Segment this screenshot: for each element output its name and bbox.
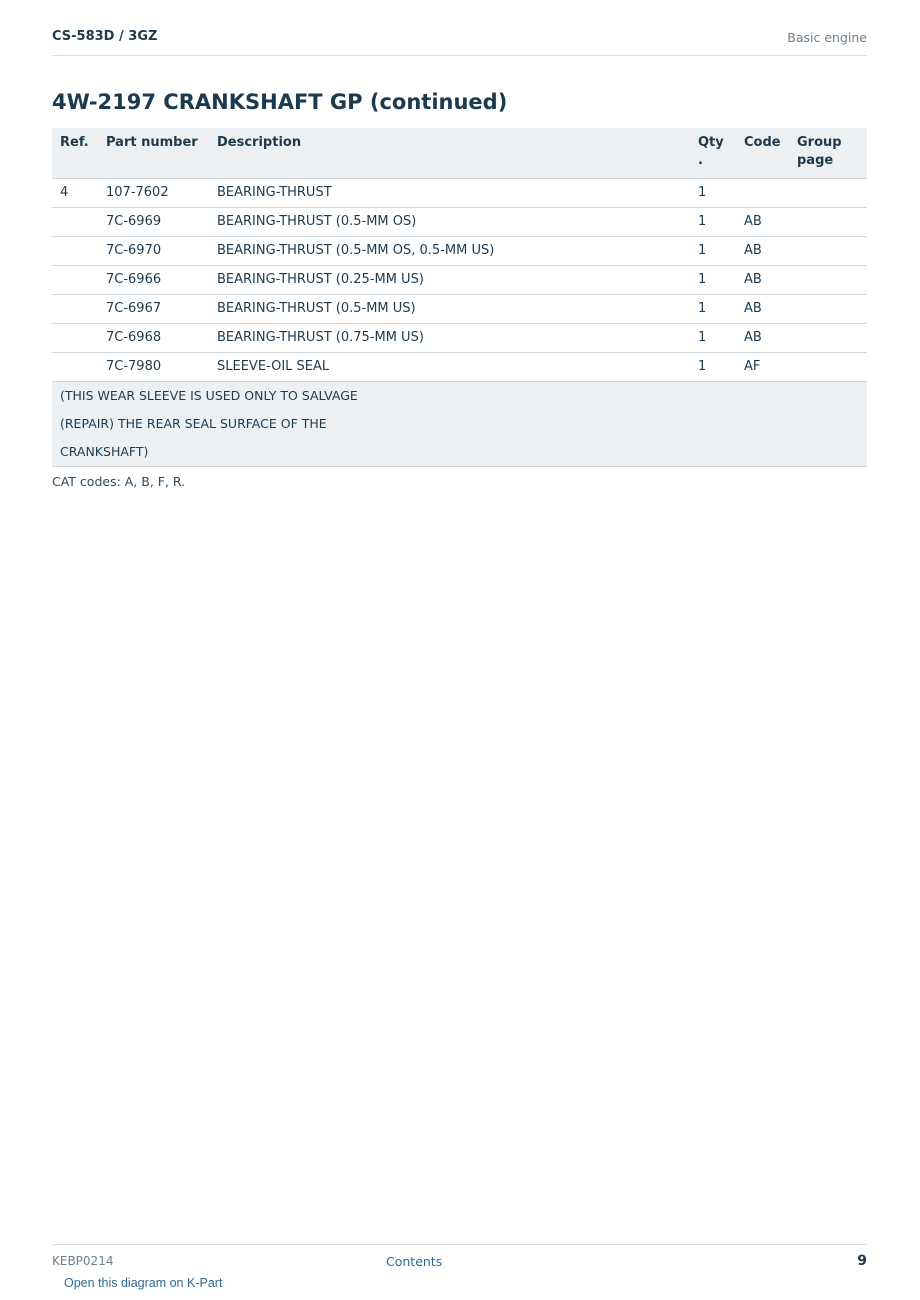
part-number-cell: 107-7602 (98, 179, 209, 208)
note-line: (THIS WEAR SLEEVE IS USED ONLY TO SALVAGE (60, 388, 358, 403)
assembly-name: 4W-2197 CRANKSHAFT GP (52, 90, 363, 114)
ref-cell (52, 324, 98, 353)
description-cell: BEARING-THRUST (0.25-MM US) (209, 266, 690, 295)
ref-cell: 4 (52, 179, 98, 208)
ref-cell (52, 266, 98, 295)
table-row (52, 208, 867, 237)
table-row (52, 237, 867, 266)
code-cell: AB (736, 237, 789, 266)
part-number-cell: 7C-6968 (98, 324, 209, 353)
cat-codes: CAT codes: A, B, F, R. (52, 474, 186, 489)
qty-cell: 1 (690, 353, 736, 382)
note-cell (52, 382, 867, 467)
column-header-ref: Ref. (52, 128, 98, 179)
qty-header-text: Qty . (698, 135, 724, 168)
qty-cell: 1 (690, 266, 736, 295)
group-page-cell (789, 295, 867, 324)
part-number-cell: 7C-6967 (98, 295, 209, 324)
column-header-code: Code (736, 128, 789, 179)
ref-cell (52, 208, 98, 237)
part-number-cell: 7C-7980 (98, 353, 209, 382)
part-number-cell: 7C-6970 (98, 237, 209, 266)
ref-cell (52, 353, 98, 382)
description-cell: BEARING-THRUST (0.5-MM US) (209, 295, 690, 324)
code-cell (736, 179, 789, 208)
table-row (52, 295, 867, 324)
description-cell: SLEEVE-OIL SEAL (209, 353, 690, 382)
code-cell: AB (736, 266, 789, 295)
parts-table (52, 128, 867, 467)
group-page-cell (789, 179, 867, 208)
description-cell: BEARING-THRUST (0.75-MM US) (209, 324, 690, 353)
part-number-cell: 7C-6966 (98, 266, 209, 295)
code-cell: AB (736, 324, 789, 353)
qty-cell: 1 (690, 179, 736, 208)
description-cell: BEARING-THRUST (209, 179, 690, 208)
continued-label: (continued) (369, 90, 508, 114)
page-header (52, 28, 867, 56)
part-number-cell: 7C-6969 (98, 208, 209, 237)
qty-cell: 1 (690, 295, 736, 324)
description-cell: BEARING-THRUST (0.5-MM OS) (209, 208, 690, 237)
contents-link[interactable]: Contents (386, 1254, 443, 1269)
group-page-cell (789, 237, 867, 266)
group-page-cell (789, 353, 867, 382)
open-diagram-link[interactable]: Open this diagram on K-Part (64, 1276, 223, 1290)
table-row (52, 179, 867, 208)
table-row (52, 324, 867, 353)
table-header-row (52, 128, 867, 179)
code-cell: AF (736, 353, 789, 382)
description-cell: BEARING-THRUST (0.5-MM OS, 0.5-MM US) (209, 237, 690, 266)
column-header-group-page (789, 128, 867, 179)
note-line: CRANKSHAFT) (60, 444, 149, 459)
document-code: KEBP0214 (52, 1254, 114, 1268)
note-line: (REPAIR) THE REAR SEAL SURFACE OF THE (60, 416, 327, 431)
table-row (52, 266, 867, 295)
group-page-cell (789, 208, 867, 237)
column-header-qty (690, 128, 736, 179)
group-page-header-text: Group page (797, 135, 842, 168)
group-page-cell (789, 266, 867, 295)
code-cell: AB (736, 208, 789, 237)
column-header-part-number: Part number (98, 128, 209, 179)
qty-cell: 1 (690, 208, 736, 237)
group-page-cell (789, 324, 867, 353)
code-cell: AB (736, 295, 789, 324)
ref-cell (52, 295, 98, 324)
page-title (52, 90, 507, 114)
qty-cell: 1 (690, 237, 736, 266)
document-id: CS-583D / 3GZ (52, 29, 158, 44)
qty-cell: 1 (690, 324, 736, 353)
section-name: Basic engine (787, 30, 867, 45)
column-header-description: Description (209, 128, 690, 179)
ref-cell (52, 237, 98, 266)
table-row (52, 353, 867, 382)
page-footer (52, 1244, 867, 1274)
table-note-row (52, 382, 867, 467)
page-number: 9 (857, 1253, 867, 1269)
